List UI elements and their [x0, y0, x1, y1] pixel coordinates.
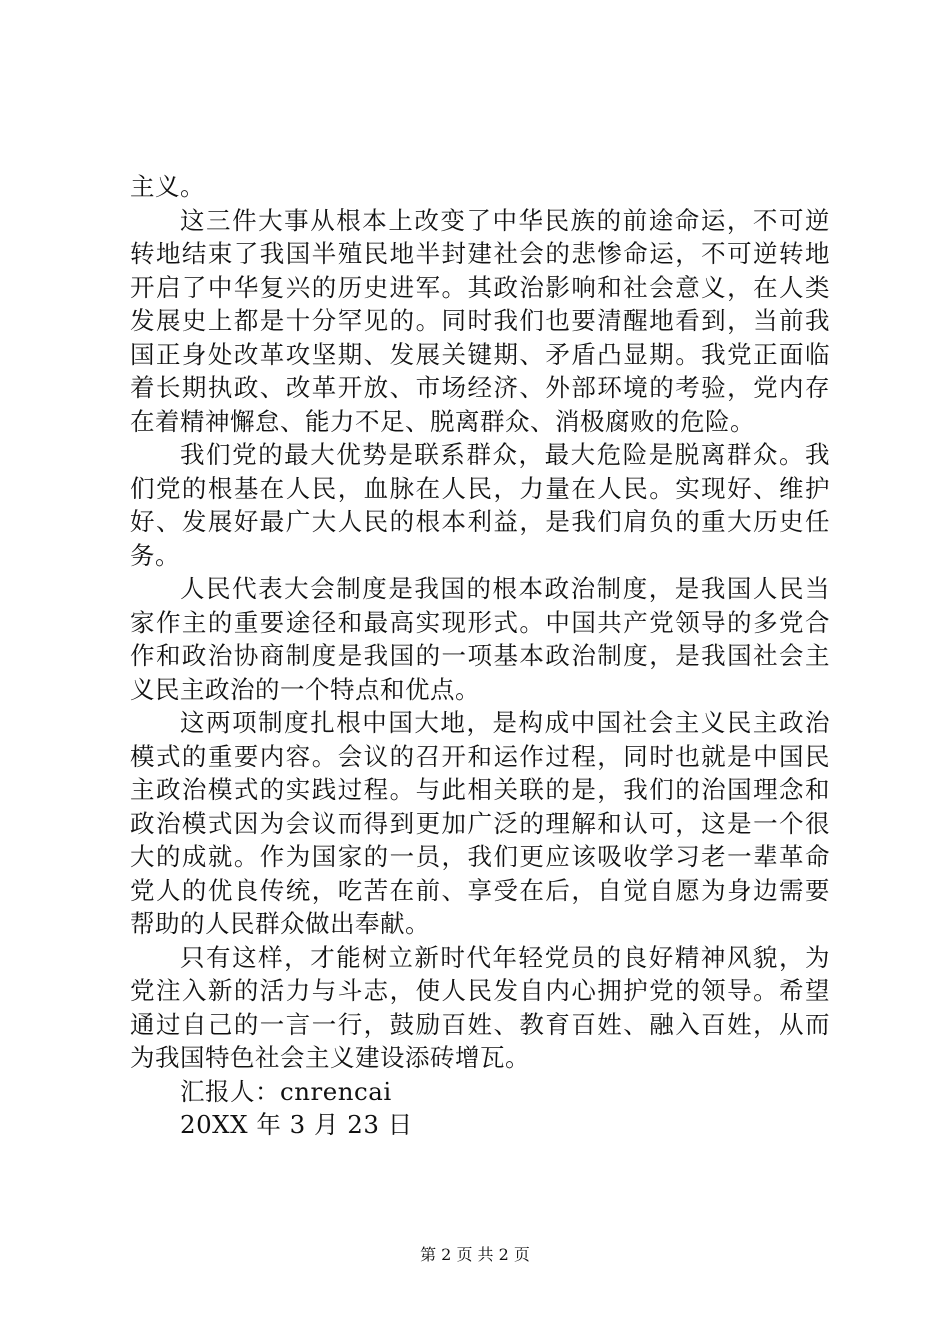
paragraph	[130, 204, 830, 439]
text-line: 作和政治协商制度是我国的一项基本政治制度，是我国社会主	[130, 641, 830, 670]
text-line: 家作主的重要途径和最高实现形式。中国共产党领导的多党合	[130, 607, 830, 637]
text-line: 只有这样，才能树立新时代年轻党员的良好精神风貌，为	[180, 942, 830, 972]
text-line: 大的成就。作为国家的一员，我们更应该吸收学习老一辈革命	[130, 842, 830, 871]
text-line: 20XX 年 3 月 23 日	[180, 1110, 413, 1139]
text-line: 政治模式因为会议而得到更加广泛的理解和认可，这是一个很	[130, 808, 830, 838]
text-line: 们党的根基在人民，血脉在人民，力量在人民。实现好、维护	[130, 473, 830, 503]
text-line: 帮助的人民群众做出奉献。	[130, 909, 430, 938]
paragraph	[130, 170, 830, 204]
text-line: 模式的重要内容。会议的召开和运作过程，同时也就是中国民	[130, 741, 830, 771]
text-line: 转地结束了我国半殖民地半封建社会的悲惨命运，不可逆转地	[130, 239, 830, 268]
text-line: 人民代表大会制度是我国的根本政治制度，是我国人民当	[180, 574, 830, 603]
paragraph	[130, 941, 830, 1075]
text-line: 主义。	[130, 172, 205, 201]
text-line: 党人的优良传统，吃苦在前、享受在后，自觉自愿为身边需要	[130, 875, 830, 905]
text-line: 在着精神懈怠、能力不足、脱离群众、消极腐败的危险。	[130, 406, 755, 436]
paragraph	[130, 1075, 830, 1109]
text-line: 国正身处改革攻坚期、发展关键期、矛盾凸显期。我党正面临	[130, 339, 830, 369]
text-line: 开启了中华复兴的历史进军。其政治影响和社会意义，在人类	[130, 272, 830, 302]
document-body	[130, 170, 830, 1142]
text-line: 党注入新的活力与斗志，使人民发自内心拥护党的领导。希望	[130, 976, 830, 1005]
text-line: 着长期执政、改革开放、市场经济、外部环境的考验，党内存	[130, 373, 830, 402]
text-line: 为我国特色社会主义建设添砖增瓦。	[130, 1043, 530, 1072]
text-line: 这两项制度扎根中国大地，是构成中国社会主义民主政治	[180, 708, 830, 737]
text-line: 汇报人：cnrencai	[180, 1076, 392, 1106]
text-line: 发展史上都是十分罕见的。同时我们也要清醒地看到，当前我	[130, 306, 830, 335]
paragraph	[130, 706, 830, 941]
text-line: 这三件大事从根本上改变了中华民族的前途命运，不可逆	[180, 205, 830, 235]
text-line: 通过自己的一言一行，鼓励百姓、教育百姓、融入百姓，从而	[130, 1009, 830, 1039]
text-line: 好、发展好最广大人民的根本利益，是我们肩负的重大历史任	[130, 507, 830, 536]
text-line: 主政治模式的实践过程。与此相关联的是，我们的治国理念和	[130, 775, 830, 804]
text-line: 务。	[130, 540, 180, 570]
page-footer: 第 2 页 共 2 页	[420, 1245, 530, 1264]
text-line: 我们党的最大优势是联系群众，最大危险是脱离群众。我	[180, 440, 830, 469]
paragraph	[130, 1108, 830, 1142]
text-line: 义民主政治的一个特点和优点。	[130, 674, 480, 704]
paragraph	[130, 438, 830, 572]
paragraph	[130, 572, 830, 706]
